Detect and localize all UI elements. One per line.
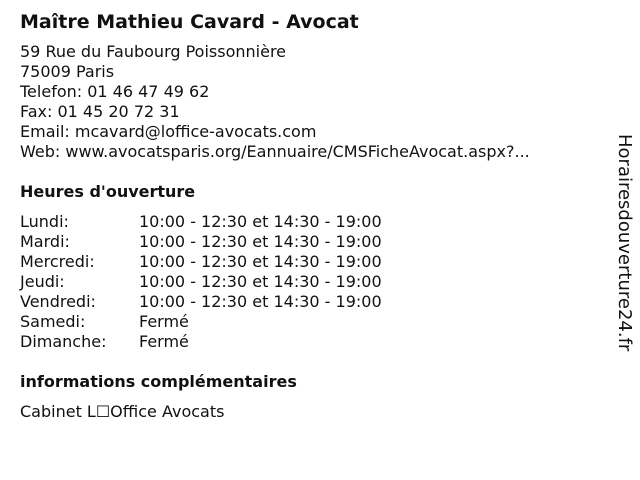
hours-row-saturday xyxy=(20,312,600,332)
fax-line: Fax: 01 45 20 72 31 xyxy=(20,102,180,121)
hours-row-thursday xyxy=(20,272,600,292)
hours-day-label: Mardi: xyxy=(20,232,70,251)
email-line[interactable]: Email: mcavard@loffice-avocats.com xyxy=(20,122,317,141)
hours-row-sunday xyxy=(20,332,600,352)
hours-day-label: Vendredi: xyxy=(20,292,96,311)
hours-day-label: Samedi: xyxy=(20,312,86,331)
hours-time-value: Fermé xyxy=(139,332,189,351)
hours-row-tuesday xyxy=(20,232,600,252)
hours-time-value: 10:00 - 12:30 et 14:30 - 19:00 xyxy=(139,252,382,271)
additional-info-heading: informations complémentaires xyxy=(20,372,297,391)
hours-day-label: Lundi: xyxy=(20,212,69,231)
opening-hours-table xyxy=(20,212,600,352)
business-card xyxy=(20,8,600,422)
opening-hours-heading: Heures d'ouverture xyxy=(20,182,196,201)
phone-line[interactable]: Telefon: 01 46 47 49 62 xyxy=(20,82,210,101)
address-line-1: 59 Rue du Faubourg Poissonnière xyxy=(20,42,287,61)
hours-row-monday xyxy=(20,212,600,232)
hours-day-label: Mercredi: xyxy=(20,252,95,271)
hours-time-value: 10:00 - 12:30 et 14:30 - 19:00 xyxy=(139,292,382,311)
hours-time-value: 10:00 - 12:30 et 14:30 - 19:00 xyxy=(139,232,382,251)
hours-time-value: 10:00 - 12:30 et 14:30 - 19:00 xyxy=(139,212,382,231)
page-title: Maître Mathieu Cavard - Avocat xyxy=(20,11,359,33)
hours-time-value: 10:00 - 12:30 et 14:30 - 19:00 xyxy=(139,272,382,291)
hours-row-wednesday xyxy=(20,252,600,272)
web-line[interactable]: Web: www.avocatsparis.org/Eannuaire/CMSFicheAvocat.aspx?... xyxy=(20,142,530,161)
hours-day-label: Dimanche: xyxy=(20,332,107,351)
hours-row-friday xyxy=(20,292,600,312)
address-line-2: 75009 Paris xyxy=(20,62,115,81)
hours-day-label: Jeudi: xyxy=(20,272,65,291)
brand-watermark: Horairesdouverture24.fr xyxy=(614,134,635,352)
additional-info-text: Cabinet L☐Office Avocats xyxy=(20,402,225,421)
hours-time-value: Fermé xyxy=(139,312,189,331)
